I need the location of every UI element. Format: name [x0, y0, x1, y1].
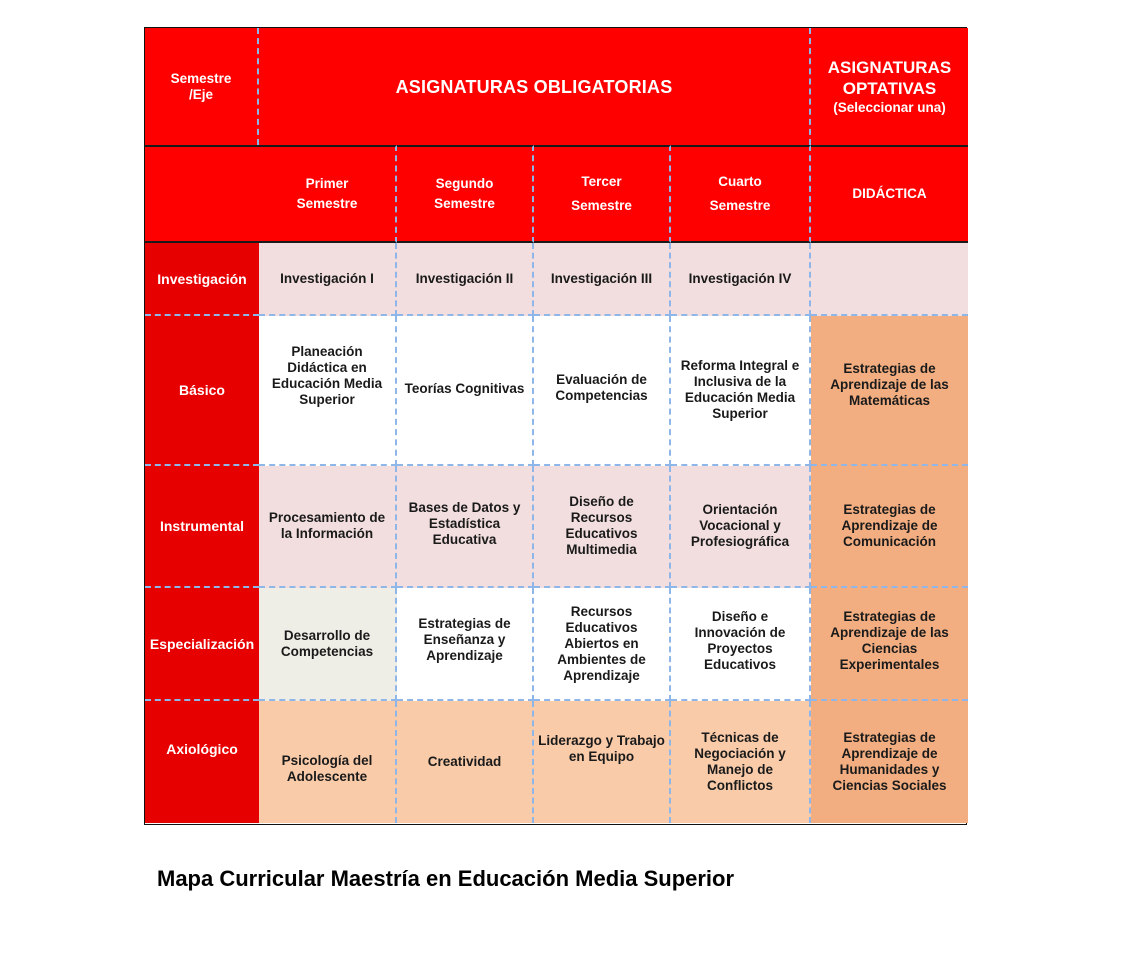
header-semester-axis: Semestre /Eje — [145, 28, 259, 145]
caption: Mapa Curricular Maestría en Educación Media Superior — [157, 866, 735, 891]
optional-cell: Estrategias de Aprendizaje de las Ciencias Experimentales — [811, 588, 968, 701]
course-cell: Investigación IV — [671, 243, 811, 316]
course-cell: Recursos Educativos Abiertos en Ambientes de Aprendizaje — [534, 588, 671, 701]
header-blank — [145, 145, 259, 243]
axis-investigacion: Investigación — [145, 243, 259, 316]
course-cell: Bases de Datos y Estadística Educativa — [397, 466, 534, 588]
axis-especializacion: Especialización — [145, 588, 259, 701]
course-cell: Diseño e Innovación de Proyectos Educativos — [671, 588, 811, 701]
optional-cell — [811, 243, 968, 316]
course-cell: Desarrollo de Competencias — [259, 588, 397, 701]
course-cell: Reforma Integral e Inclusiva de la Educación Media Superior — [671, 316, 811, 466]
course-cell: Investigación II — [397, 243, 534, 316]
course-cell: Evaluación de Competencias — [534, 316, 671, 466]
header-semester-1: Primer Semestre — [259, 145, 397, 243]
course-cell: Estrategias de Enseñanza y Aprendizaje — [397, 588, 534, 701]
course-cell: Investigación III — [534, 243, 671, 316]
header-semester-4: Cuarto Semestre — [671, 145, 811, 243]
course-cell: Procesamiento de la Información — [259, 466, 397, 588]
header-semester-3: Tercer Semestre — [534, 145, 671, 243]
course-cell: Diseño de Recursos Educativos Multimedia — [534, 466, 671, 588]
course-cell: Psicología del Adolescente — [259, 701, 397, 823]
optional-cell: Estrategias de Aprendizaje de Comunicación — [811, 466, 968, 588]
optional-cell: Estrategias de Aprendizaje de Humanidades y Ciencias Sociales — [811, 701, 968, 823]
course-cell: Técnicas de Negociación y Manejo de Conflictos — [671, 701, 811, 823]
optional-subtitle: (Seleccionar una) — [833, 99, 946, 115]
header-semester-2: Segundo Semestre — [397, 145, 534, 243]
course-cell: Teorías Cognitivas — [397, 316, 534, 466]
course-cell: Liderazgo y Trabajo en Equipo — [534, 701, 671, 823]
course-cell: Orientación Vocacional y Profesiográfica — [671, 466, 811, 588]
course-cell: Planeación Didáctica en Educación Media Superior — [259, 316, 397, 466]
optional-title: ASIGNATURAS OPTATIVAS — [827, 57, 952, 98]
header-didactica: DIDÁCTICA — [811, 145, 968, 243]
curriculum-map-table — [144, 27, 967, 825]
course-cell: Investigación I — [259, 243, 397, 316]
axis-axiologico: Axiológico — [145, 701, 259, 823]
course-cell: Creatividad — [397, 701, 534, 823]
header-optional-subjects — [811, 28, 968, 145]
axis-instrumental: Instrumental — [145, 466, 259, 588]
header-mandatory-subjects: ASIGNATURAS OBLIGATORIAS — [259, 28, 811, 145]
optional-cell: Estrategias de Aprendizaje de las Matemáticas — [811, 316, 968, 466]
axis-basico: Básico — [145, 316, 259, 466]
